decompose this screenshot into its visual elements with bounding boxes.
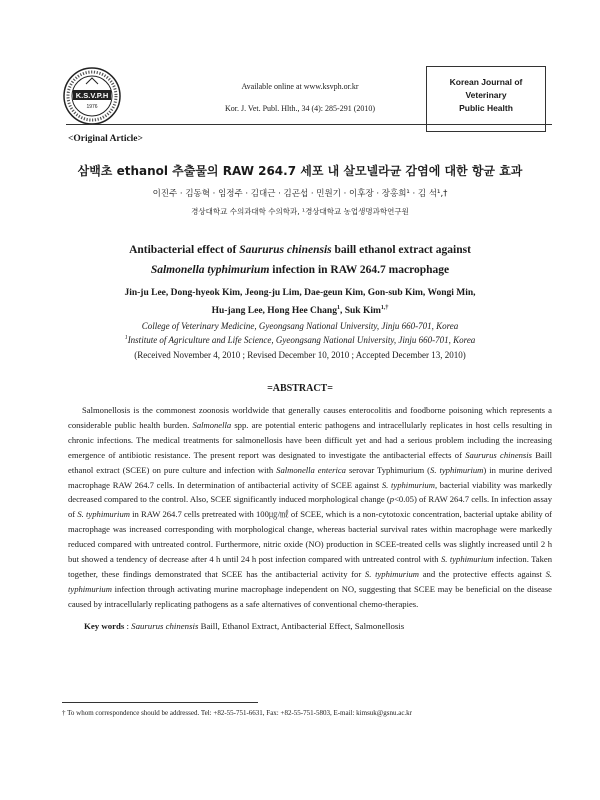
abstract-text: infection. Taken together, these findings demonstrated that SCEE has the antibacterial activity for: [68, 554, 552, 579]
keywords-sep: :: [124, 621, 132, 631]
abstract-text: , bacterial viability was markedly decreased compared to the control. Also, SCEE significantly induced morphological change (: [68, 479, 552, 505]
keywords-text: Baill, Ethanol Extract, Antibacterial Effect, Salmonellosis: [198, 621, 405, 631]
korean-affiliation: 경상대학교 수의과대학 수의학과, ¹경상대학교 농업생명과학연구원: [191, 207, 409, 216]
logo-text: K.S.V.P.H: [75, 91, 109, 100]
journal-name-box: [426, 66, 546, 132]
authors-line: Hu-jang Lee, Hong Hee Chang: [211, 306, 337, 317]
abstract-heading: =ABSTRACT=: [267, 383, 333, 394]
authors-line: Jin-ju Lee, Dong-hyeok Kim, Jeong-ju Lim, Dae-geun Kim, Gon-sub Kim, Wongi Min,: [124, 288, 476, 298]
abstract-text: in RAW 264.7 cells pretreated with 100㎍/㎖ of SCEE, which is a non-cytotoxic concentration, bacterial uptake ability of macrophage was increased corresponding with morphological change, whereas bacterial survival rates within macrophage were markedly reduced compared with untreated control. Furthermore, nitric oxide (NO) production in SCEE-treated cells was slightly increased until 2 h but showed a tendency of decrease after 4 h until 24 h post infection compared with untreated control with: [68, 509, 553, 565]
abstract-italic: Saururus chinensis: [465, 449, 533, 460]
abstract-text: and the protective effects against: [419, 568, 546, 579]
abstract-text: Salmonellosis is the commonest zoonosis worldwide that generally causes enterocolitis and foodborne poisoning which represents a considerable public health burden.: [68, 405, 552, 430]
english-affiliation-2: [20, 335, 580, 345]
abstract-italic: Salmonella enterica: [276, 464, 346, 475]
abstract-body: [68, 403, 552, 612]
keywords-line: [84, 621, 404, 631]
title-italic: Salmonella typhimurium: [150, 264, 270, 276]
abstract-text: ) in murine derived macrophage RAW 264.7 cells. In determination of antibacterial activity of SCEE against: [68, 464, 552, 490]
logo-year: 1976: [86, 104, 98, 110]
journal-name-line: Korean Journal of: [449, 77, 523, 87]
korean-authors: 이진주 · 김동혁 · 임정주 · 김대근 · 김곤섭 · 민원기 · 이후장 · 장홍희¹ · 김 석¹,†: [152, 189, 448, 199]
title-text: infection in RAW 264.7 macrophage: [269, 264, 450, 276]
abstract-italic: S. typhimurium: [77, 509, 130, 520]
journal-name-line: Public Health: [459, 103, 513, 113]
journal-name-line: Veterinary: [465, 90, 507, 100]
affiliation-sup: 1: [124, 335, 128, 341]
author-sup: 1: [336, 305, 340, 311]
abstract-italic: S. typhimurium: [441, 554, 494, 565]
received-dates: (Received November 4, 2010 ; Revised December 10, 2010 ; Accepted December 13, 2010): [134, 350, 466, 360]
correspondence-footnote: † To whom correspondence should be addressed. Tel: +82-55-751-6631, Fax: +82-55-751-5803, E-mail: kimsuk@gsnu.ac.kr: [62, 709, 413, 717]
abstract-italic: p: [389, 494, 395, 505]
journal-citation: Kor. J. Vet. Publ. Hlth., 34 (4): 285-291 (2010): [224, 104, 376, 113]
availability-line: Available online at www.ksvph.or.kr: [241, 82, 359, 91]
abstract-text: serovar Typhimurium (: [345, 464, 431, 475]
abstract-italic: S. typhimurium: [430, 464, 484, 475]
title-italic: Saururus chinensis: [239, 244, 332, 256]
title-text: baill ethanol extract against: [331, 244, 471, 256]
abstract-italic: S. typhimurium: [364, 568, 419, 579]
korean-title: 삼백초 ethanol 추출물의 RAW 264.7 세포 내 살모넬라균 감염에 대한 항균 효과: [77, 164, 523, 178]
keywords-label: Key words: [84, 621, 125, 631]
english-title: [40, 240, 560, 280]
title-text: Antibacterial effect of: [129, 244, 240, 256]
article-type: <Original Article>: [68, 134, 143, 144]
footnote-rule: [62, 702, 258, 703]
affiliation-text: Institute of Agriculture and Life Science, Gyeongsang National University, Jinju 660-701, Korea: [127, 335, 476, 345]
abstract-italic: S. typhimurium: [68, 568, 553, 594]
abstract-text: spp. are potential enteric pathogens and intracellularly replicates in host cells resulting in chronic infections. The medical treatments for salmonellosis have been difficult yet and had a serious problem including the increasing emergence of antibiotic resistance. The present report was designated to investigate the antibacterial effects of: [68, 419, 553, 460]
header-rule: [66, 124, 552, 125]
keywords-italic: Saururus chinensis: [131, 621, 199, 631]
english-authors: [40, 286, 560, 319]
abstract-text: infection through activating murine macrophage independent on NO, suggesting that SCEE may be beneficial on the disease caused by intracellularly replicating pathogens as a safe alternatives of conventional chemo-therapies.: [68, 583, 552, 609]
society-logo: [62, 66, 122, 126]
english-affiliation-1: College of Veterinary Medicine, Gyeongsang National University, Jinju 660-701, Korea: [141, 321, 459, 331]
authors-line: , Suk Kim: [339, 306, 381, 317]
abstract-text: <0.05) of RAW 264.7 cells. In infection assay of: [68, 494, 552, 520]
abstract-italic: S. typhimurium: [381, 479, 435, 490]
abstract-italic: Salmonella: [192, 419, 232, 430]
abstract-text: Baill ethanol extract (SCEE) on pure culture and infection with: [68, 449, 552, 475]
author-sup: 1,†: [380, 305, 389, 311]
